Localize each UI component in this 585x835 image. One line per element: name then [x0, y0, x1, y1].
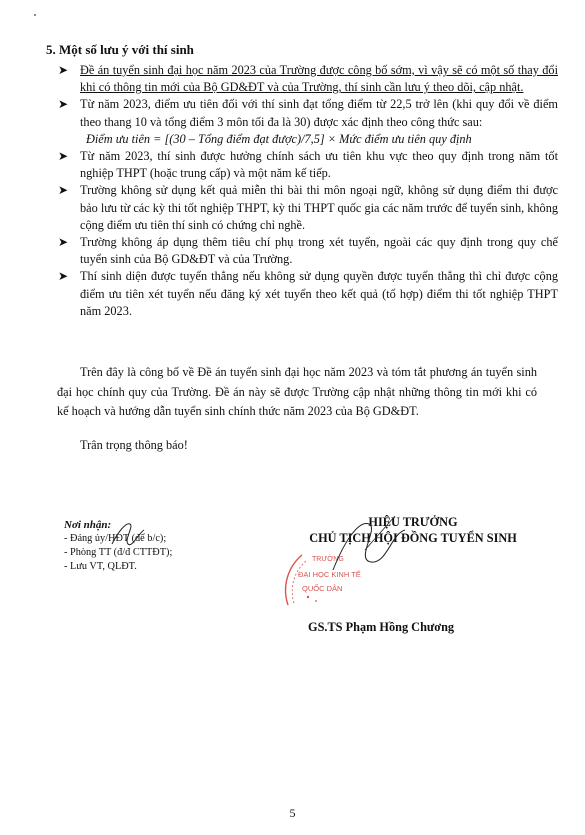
list-item: ➤ Trường không áp dụng thêm tiêu chí phụ trong xét tuyển, ngoài các quy định trong quy chế tuyển sinh của Bộ GD&ĐT và của Trường. [58, 235, 558, 267]
svg-text:TRƯỜNG: TRƯỜNG [312, 556, 344, 563]
list-item: ➤ Đề án tuyển sinh đại học năm 2023 của Trường được công bố sớm, vì vậy sẽ có một số thay đổi khi có thông tin mới của Bộ GD&ĐT và của Trường, thí sinh cần lưu ý theo dõi, cập nhật. [58, 63, 558, 95]
list-item: ➤ Từ năm 2023, điểm ưu tiên đối với thí sinh đạt tổng điểm từ 22,5 trở lên (khi quy đổi về điểm theo thang 10 và tổng điểm 3 môn tối đa là 30) được xác định theo công thức sau: [58, 97, 558, 129]
scan-dot [34, 14, 36, 16]
initial-signature [108, 514, 148, 554]
arrow-bullet-icon: ➤ [58, 269, 69, 284]
svg-text:ĐẠI HỌC KINH TẾ: ĐẠI HỌC KINH TẾ [298, 570, 361, 579]
recipients-label: Nơi nhận: [64, 519, 112, 531]
signer-name: GS.TS Phạm Hồng Chương [308, 620, 455, 634]
arrow-bullet-icon: ➤ [58, 63, 69, 77]
svg-text:QUỐC DÂN: QUỐC DÂN [302, 584, 343, 593]
section-heading: 5. Một số lưu ý với thí sinh [46, 42, 194, 57]
principal-signature [325, 510, 415, 590]
greeting: Trân trọng thông báo! [80, 438, 188, 452]
arrow-bullet-icon: ➤ [58, 235, 69, 250]
arrow-bullet-icon: ➤ [58, 149, 69, 164]
notes-list [58, 62, 558, 320]
closing-paragraph: Trên đây là công bố về Đề án tuyển sinh đại học năm 2023 và tóm tắt phương án tuyển sinh đại học chính quy của Trường. Đề án này sẽ được Trường cập nhật những thông tin mới khi có kế hoạch và hướng dẫn tuyển sinh chính thức năm 2023 của Bộ GD&ĐT. [57, 365, 537, 418]
list-item: ➤ Trường không sử dụng kết quả miễn thi bài thi môn ngoại ngữ, không sử dụng điểm thi được bảo lưu từ các kỳ thi tốt nghiệp THPT, kỳ thi THPT quốc gia các năm trước để tuyển sinh, không cộng điểm ưu tiên thí sinh có chứng chỉ nghề. [58, 183, 558, 232]
arrow-bullet-icon: ➤ [58, 97, 69, 112]
page-number: 5 [289, 806, 296, 820]
priority-formula: Điểm ưu tiên = [(30 – Tổng điểm đạt được)/7,5] × Mức điểm ưu tiên quy định [86, 131, 472, 146]
signer-title: HIỆU TRƯỞNG [368, 515, 458, 529]
recipient-item: - Lưu VT, QLĐT. [64, 561, 137, 572]
list-item: ➤ Thí sinh diện được tuyển thẳng nếu không sử dụng quyền được tuyển thẳng thì chỉ được cộng điểm ưu tiên xét tuyển nếu đăng ký xét tuyển theo kết quả (tổ hợp) điểm thi tốt nghiệp THPT năm 2023. [58, 269, 558, 318]
arrow-bullet-icon: ➤ [58, 183, 69, 198]
signer-role: CHỦ TỊCH HỘI ĐỒNG TUYỂN SINH [309, 531, 517, 545]
recipient-item: - Phòng TT (đ/đ CTTĐT); [64, 547, 173, 558]
recipient-item: - Đảng ủy/HĐT (để b/c); [64, 533, 167, 544]
list-item: ➤ Từ năm 2023, thí sinh được hưởng chính sách ưu tiên khu vực theo quy định trong năm tốt nghiệp THPT (hoặc trung cấp) và một năm kế tiếp. [58, 149, 558, 181]
recipients-block [64, 518, 254, 574]
